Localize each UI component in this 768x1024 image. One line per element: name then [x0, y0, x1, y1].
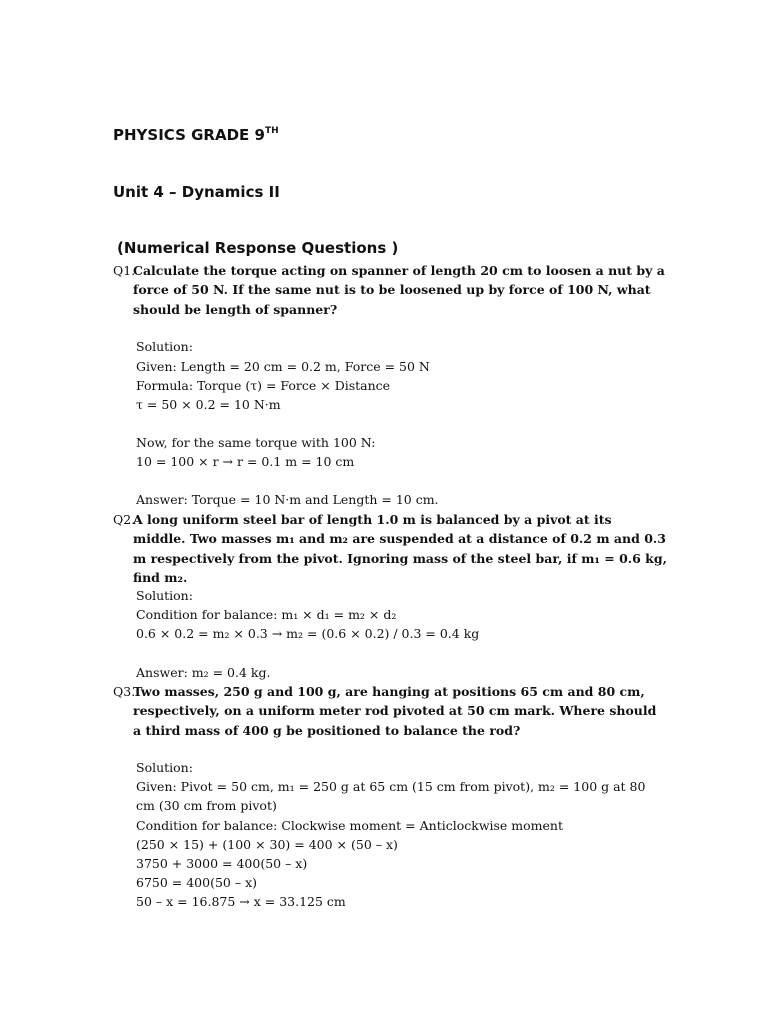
question-1-text: Calculate the torque acting on spanner of length 20 cm to loosen a nut by a force of 50 N. If the same nut is to be loosened up by force of 100 N, what should be length of spanner?: [133, 263, 665, 317]
q3-calculation-2: 3750 + 3000 = 400(50 – x): [136, 856, 308, 871]
question-2-number: Q2.: [113, 512, 136, 527]
title-text: PHYSICS GRADE 9: [113, 126, 265, 144]
q2-condition: Condition for balance: m₁ × d₁ = m₂ × d₂: [136, 607, 397, 622]
q1-calculation: τ = 50 × 0.2 = 10 N·m: [136, 397, 281, 412]
q3-solution-label: Solution:: [136, 760, 193, 775]
section-heading: (Numerical Response Questions ): [117, 239, 399, 257]
question-3-text: Two masses, 250 g and 100 g, are hanging at positions 65 cm and 80 cm, respectively, on a uniform meter rod pivoted at 50 cm mark. Where should a third mass of 400 g be positioned to balance the rod?: [133, 684, 657, 738]
question-1-number: Q1.: [113, 263, 136, 278]
title-superscript: TH: [264, 126, 279, 136]
q1-given: Given: Length = 20 cm = 0.2 m, Force = 50 N: [136, 359, 430, 374]
q3-calculation-3: 6750 = 400(50 – x): [136, 875, 257, 890]
q2-solution-label: Solution:: [136, 588, 193, 603]
q1-calculation-2: 10 = 100 × r → r = 0.1 m = 10 cm: [136, 454, 355, 469]
q2-answer: Answer: m₂ = 0.4 kg.: [136, 665, 271, 680]
question-3-number: Q3.: [113, 684, 136, 699]
unit-heading: Unit 4 – Dynamics II: [113, 183, 280, 201]
question-2-text: A long uniform steel bar of length 1.0 m is balanced by a pivot at its middle. Two masses m₁ and m₂ are suspended at a distance of 0.2 m and 0.3 m respectively from the pivot. Ignoring mass of the steel bar, if m₁ = 0.6 kg, find m₂.: [133, 512, 667, 585]
q2-calculation: 0.6 × 0.2 = m₂ × 0.3 → m₂ = (0.6 × 0.2) / 0.3 = 0.4 kg: [136, 626, 480, 641]
q1-answer: Answer: Torque = 10 N·m and Length = 10 cm.: [136, 492, 439, 507]
q1-now: Now, for the same torque with 100 N:: [136, 435, 376, 450]
q3-given: Given: Pivot = 50 cm, m₁ = 250 g at 65 cm (15 cm from pivot), m₂ = 100 g at 80 cm (30 cm from pivot): [136, 779, 646, 814]
q1-formula: Formula: Torque (τ) = Force × Distance: [136, 378, 391, 393]
q1-solution-label: Solution:: [136, 339, 193, 354]
q3-condition: Condition for balance: Clockwise moment = Anticlockwise moment: [136, 818, 564, 833]
document-title: [113, 125, 279, 145]
q3-calculation-4: 50 – x = 16.875 → x = 33.125 cm: [136, 894, 346, 909]
q3-calculation-1: (250 × 15) + (100 × 30) = 400 × (50 – x): [136, 837, 398, 852]
